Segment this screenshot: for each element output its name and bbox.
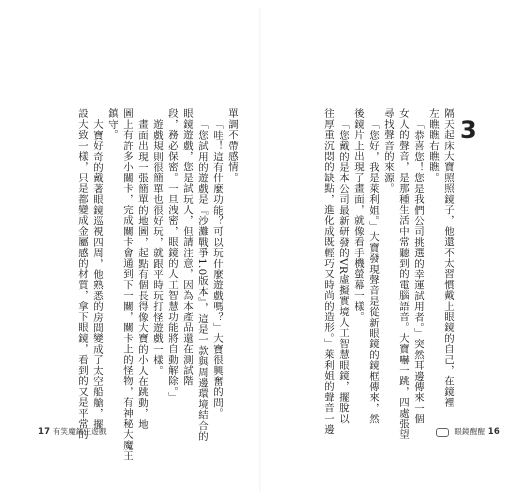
- text-column: 後鏡片上出現了畫面，就像看手機螢幕一樣。: [352, 108, 364, 322]
- text-column: 鎮守。: [106, 108, 118, 141]
- left-page-footer: [38, 426, 107, 437]
- text-column: 眼鏡遊戲，您是試玩人，但請注意，因為本產品還在測試階: [181, 108, 193, 387]
- text-column: 設大致一樣，只是都變成金屬感的材質，拿下眼鏡，看到的又是平常的: [76, 108, 88, 440]
- text-column: 左瞧瞧右瞧瞧。: [427, 108, 439, 183]
- text-column: 遊戲規則很簡單也很好玩，就跟平時玩打怪遊戲一樣。: [151, 119, 163, 376]
- right-page-footer: [436, 426, 500, 437]
- text-column: 往厚重沉悶的缺點，進化成既輕巧又時尚的造形。」萊利姐的聲音一邊: [322, 108, 334, 435]
- text-column: 「您試用的遊戲是『沙灘戰爭1.0版本』，這是一款與周邊環境結合的: [196, 119, 208, 442]
- page-gutter: [259, 8, 261, 492]
- text-column: 畫面出現一張簡單的地圖，起點有個長得像大寶的小人在跳動，地: [136, 119, 148, 430]
- text-column: 單調不帶感情。: [226, 108, 238, 183]
- left-footer-title: 有笑魔鏡正遊戲: [52, 427, 107, 436]
- right-page-number: 16: [487, 427, 500, 437]
- glasses-icon: [436, 428, 449, 437]
- text-column: 隔天起床大寶照照鏡子，他還不太習慣戴上眼鏡的自己，在鏡裡: [442, 108, 454, 408]
- left-page-number: 17: [38, 427, 51, 437]
- text-column: 「您好，我是萊利姐。」大寶發現聲音是從新眼鏡的鏡框傳來，然: [367, 119, 379, 425]
- text-column: 女人的聲音，是那種生活中常聽到的電腦語音。大寶嚇一跳，四處張望: [397, 108, 409, 440]
- text-column: 段，務必保密。一旦洩密，眼鏡的人工智慧功能將自動解除。」: [166, 108, 178, 403]
- chapter-number: 3: [460, 116, 477, 144]
- text-column: 大寶好奇的戴著眼鏡巡視四周，他熟悉的房間變成了太空船艙，擺: [91, 119, 103, 430]
- text-column: 尋找聲音的來源。: [382, 108, 394, 194]
- text-column: 「您戴的是本公司最新研發的VR虛擬實境人工智慧眼鏡，擺脫以: [337, 119, 349, 424]
- text-column: 「恭喜您！您是我們公司挑選的幸運試用者。」突然耳邊傳來一個: [412, 119, 424, 425]
- text-column: 圖上有許多小關卡，完成關卡會通到下一關，關卡上的怪物，有神秘大魔王: [121, 108, 133, 462]
- right-footer-title: 眼鏡醒醒: [454, 427, 486, 436]
- text-column: 「哇！這有什麼功能？可以玩什麼遊戲嗎？」大寶很興奮的問。: [211, 119, 223, 419]
